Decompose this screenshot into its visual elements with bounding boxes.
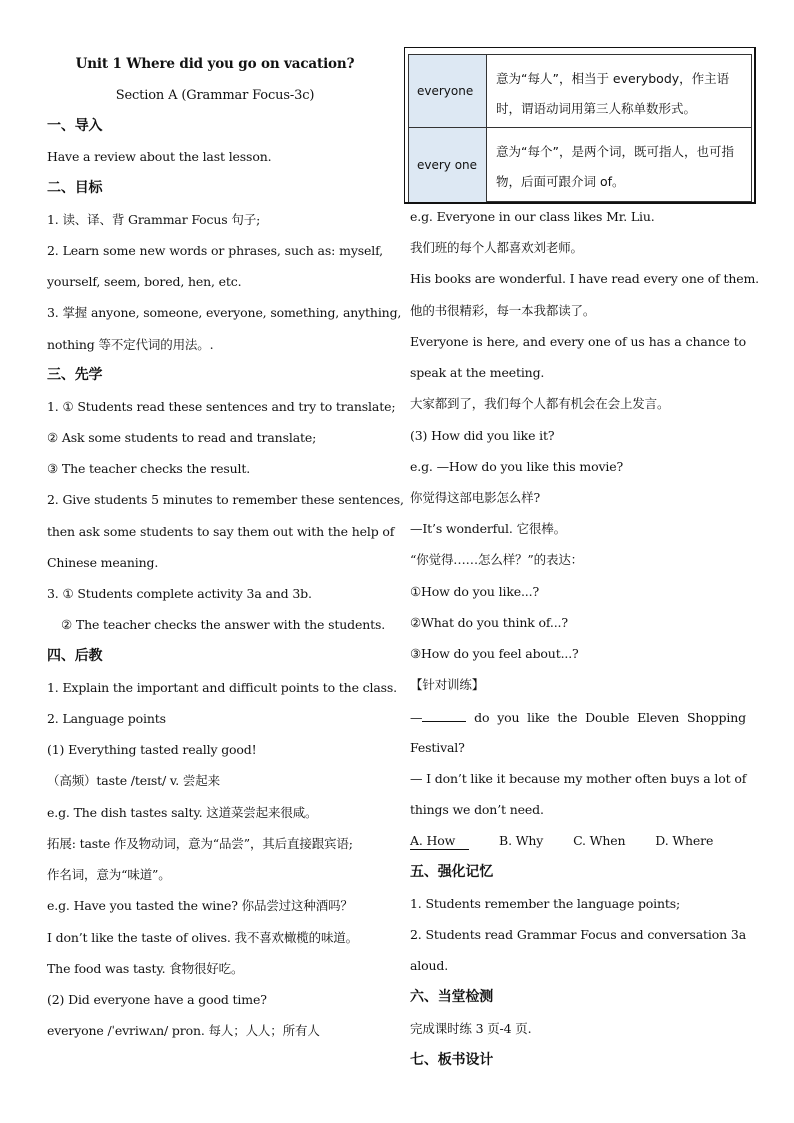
option-d: D. Where xyxy=(655,833,714,848)
option-c: C. When xyxy=(573,833,626,848)
section-6-heading: 六、当堂检测 xyxy=(410,989,494,1005)
option-a: A. How xyxy=(410,833,469,850)
example-line-3: His books are wonderful. I have read every one of them. xyxy=(410,271,760,286)
example-line-1: e.g. Everyone in our class likes Mr. Liu. xyxy=(410,209,655,224)
section-4-heading: 四、后教 xyxy=(47,648,103,664)
dash-mark: — xyxy=(410,710,423,725)
table-term-cell: every one xyxy=(409,128,487,202)
practice-heading: 【针对训练】 xyxy=(410,677,485,692)
memory-line-2a: 2. Students read Grammar Focus and conversation 3a xyxy=(410,927,746,942)
goal-line-2b: yourself, seem, bored, hen, etc. xyxy=(47,274,242,289)
prestudy-line-4a: 2. Give students 5 minutes to remember these sentences, xyxy=(47,492,404,507)
table-term-cell: everyone xyxy=(409,55,487,127)
answer-options xyxy=(410,833,746,850)
expression-heading: “你觉得……怎么样？”的表达： xyxy=(410,552,584,567)
prestudy-line-5: 3. ① Students complete activity 3a and 3b. xyxy=(47,586,312,601)
expression-2: ②What do you think of...? xyxy=(410,615,568,630)
teach-line-5: e.g. The dish tastes salty. 这道菜尝起来很咸。 xyxy=(47,805,318,820)
teach-line-10: (2) Did everyone have a good time? xyxy=(47,992,267,1007)
teach-line-8: I don’t like the taste of olives. 我不喜欢橄榄的味道。 xyxy=(47,930,358,945)
example-line-5a: Everyone is here, and every one of us has a chance to xyxy=(410,334,746,349)
memory-line-1: 1. Students remember the language points; xyxy=(410,896,681,911)
table-row xyxy=(409,128,751,202)
prestudy-line-4c: Chinese meaning. xyxy=(47,555,159,570)
section-1-text: Have a review about the last lesson. xyxy=(47,149,272,164)
section-7-heading: 七、板书设计 xyxy=(410,1052,494,1068)
option-b: B. Why xyxy=(499,833,544,848)
example-line-9: 你觉得这部电影怎么样? xyxy=(410,490,541,505)
example-line-5b: speak at the meeting. xyxy=(410,365,545,380)
section-1-heading: 一、导入 xyxy=(47,118,103,134)
section-3-heading: 三、先学 xyxy=(47,367,103,383)
example-line-2: 我们班的每个人都喜欢刘老师。 xyxy=(410,240,583,255)
teach-line-11: everyone /ˈevriwʌn/ pron. 每人；人人；所有人 xyxy=(47,1023,320,1038)
answer-blank xyxy=(422,709,466,722)
prestudy-line-2: ② Ask some students to read and translate; xyxy=(47,430,317,445)
section-5-heading: 五、强化记忆 xyxy=(410,864,494,880)
goal-line-3b: nothing 等不定代词的用法。. xyxy=(47,337,214,352)
practice-question-line-3: — I don’t like it because my mother often buys a lot of xyxy=(410,771,747,786)
question-text: do you like the Double Eleven Shopping xyxy=(466,710,746,725)
goal-line-2a: 2. Learn some new words or phrases, such as: myself, xyxy=(47,243,383,258)
practice-question-line-2: Festival? xyxy=(410,740,465,755)
expression-1: ①How do you like...? xyxy=(410,584,540,599)
teach-line-4: （高频）taste /teɪst/ v. 尝起来 xyxy=(47,773,220,788)
everyone-comparison-table xyxy=(404,47,756,204)
prestudy-line-1: 1. ① Students read these sentences and try to translate; xyxy=(47,399,396,414)
goal-line-3a: 3. 掌握 anyone, someone, everyone, something, anything, xyxy=(47,305,402,320)
goal-line-1: 1. 读、译、背 Grammar Focus 句子; xyxy=(47,212,261,227)
test-line-1: 完成课时练 3 页-4 页. xyxy=(410,1021,532,1036)
table-row xyxy=(409,55,751,128)
page-subtitle: Section A (Grammar Focus-3c) xyxy=(115,88,315,103)
teach-line-9: The food was tasty. 食物很好吃。 xyxy=(47,961,244,976)
practice-question-line-1 xyxy=(410,709,746,726)
prestudy-line-3: ③ The teacher checks the result. xyxy=(47,461,251,476)
prestudy-line-6: ② The teacher checks the answer with the students. xyxy=(61,617,386,632)
example-line-4: 他的书很精彩，每一本我都读了。 xyxy=(410,303,596,318)
example-line-8: e.g. —How do you like this movie? xyxy=(410,459,624,474)
table-desc-cell: 意为“每个”，是两个词，既可指人，也可指物，后面可跟介词 of。 xyxy=(496,144,734,189)
example-line-10: —It’s wonderful. 它很棒。 xyxy=(410,521,566,536)
language-point-3: (3) How did you like it? xyxy=(410,428,555,443)
teach-line-6b: 作名词，意为“味道”。 xyxy=(47,867,171,882)
teach-line-7: e.g. Have you tasted the wine? 你品尝过这种酒吗？ xyxy=(47,898,353,913)
example-line-6: 大家都到了，我们每个人都有机会在会上发言。 xyxy=(410,396,670,411)
prestudy-line-4b: then ask some students to say them out with the help of xyxy=(47,524,395,539)
page-title: Unit 1 Where did you go on vacation? xyxy=(75,56,355,72)
teach-line-2: 2. Language points xyxy=(47,711,166,726)
practice-question-line-4: things we don’t need. xyxy=(410,802,544,817)
table-inner xyxy=(408,54,752,202)
teach-line-1: 1. Explain the important and difficult points to the class. xyxy=(47,680,398,695)
expression-3: ③How do you feel about...? xyxy=(410,646,579,661)
section-2-heading: 二、目标 xyxy=(47,180,103,196)
table-desc-cell: 意为“每人”，相当于 everybody，作主语时，谓语动词用第三人称单数形式。 xyxy=(496,71,730,116)
memory-line-2b: aloud. xyxy=(410,958,449,973)
teach-line-3: (1) Everything tasted really good! xyxy=(47,742,257,757)
teach-line-6a: 拓展: taste 作及物动词，意为“品尝”，其后直接跟宾语; xyxy=(47,836,353,851)
